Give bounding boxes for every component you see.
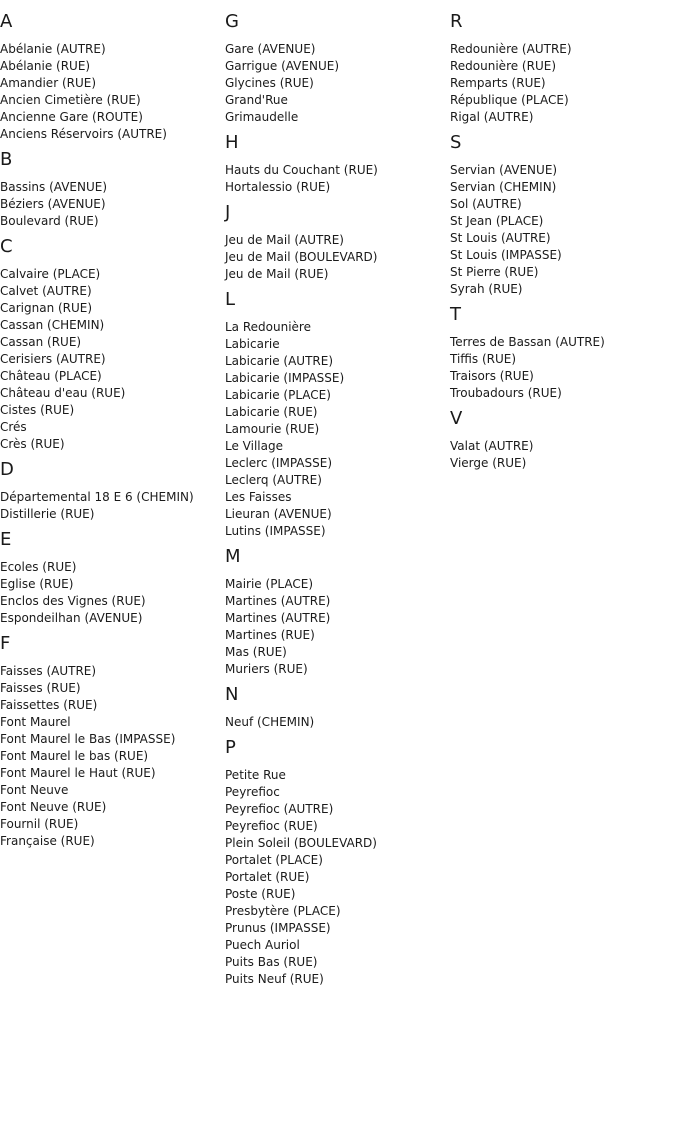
street-name: Traisors (RUE) (450, 369, 534, 383)
section-letter-heading: B (0, 149, 13, 170)
street-list (450, 334, 675, 402)
street-name: Leclerq (AUTRE) (225, 473, 322, 487)
street-name: Font Neuve (0, 783, 69, 797)
street-name: Peyrefioc (225, 785, 280, 799)
street-name: Jeu de Mail (RUE) (225, 267, 329, 281)
street-name: Poste (RUE) (225, 887, 296, 901)
street-name: St Pierre (RUE) (450, 265, 539, 279)
street-name: Eglise (RUE) (0, 577, 74, 591)
street-list (450, 438, 675, 472)
street-list (225, 41, 450, 126)
street-name: Martines (AUTRE) (225, 611, 331, 625)
street-name: Crès (RUE) (0, 437, 65, 451)
letter-section (225, 202, 450, 283)
street-name: Martines (RUE) (225, 628, 315, 642)
street-name: Remparts (RUE) (450, 76, 546, 90)
street-name: Font Maurel le Haut (RUE) (0, 766, 156, 780)
street-name: Faisses (RUE) (0, 681, 81, 695)
letter-section (450, 304, 675, 402)
section-letter-heading: H (225, 132, 239, 153)
street-name: Labicarie (IMPASSE) (225, 371, 345, 385)
street-name: Troubadours (RUE) (450, 386, 562, 400)
street-name: Glycines (RUE) (225, 76, 314, 90)
street-name: Faissettes (RUE) (0, 698, 98, 712)
street-name: Béziers (AVENUE) (0, 197, 106, 211)
street-name: Espondeilhan (AVENUE) (0, 611, 143, 625)
street-index-column-1 (0, 11, 225, 856)
street-name: Gare (AVENUE) (225, 42, 316, 56)
street-name: Servian (CHEMIN) (450, 180, 557, 194)
street-name: Hortalessio (RUE) (225, 180, 331, 194)
street-name: Cerisiers (AUTRE) (0, 352, 106, 366)
street-name: Prunus (IMPASSE) (225, 921, 331, 935)
street-name: Fournil (RUE) (0, 817, 79, 831)
street-name: Portalet (RUE) (225, 870, 310, 884)
letter-section (0, 633, 225, 850)
letter-section (225, 132, 450, 196)
street-list (225, 714, 450, 731)
street-index-column-2 (225, 11, 450, 994)
letter-section (450, 408, 675, 472)
street-name: Font Maurel le Bas (IMPASSE) (0, 732, 176, 746)
street-name: Valat (AUTRE) (450, 439, 534, 453)
street-name: Redounière (AUTRE) (450, 42, 572, 56)
street-name: Puits Bas (RUE) (225, 955, 318, 969)
street-list (225, 162, 450, 196)
street-name: Cassan (CHEMIN) (0, 318, 105, 332)
section-letter-heading: S (450, 132, 462, 153)
street-name: Ancienne Gare (ROUTE) (0, 110, 143, 124)
street-name: Font Neuve (RUE) (0, 800, 107, 814)
section-letter-heading: M (225, 546, 241, 567)
letter-section (0, 149, 225, 230)
letter-section (0, 459, 225, 523)
letter-section (0, 529, 225, 627)
street-name: Martines (AUTRE) (225, 594, 331, 608)
letter-section (225, 546, 450, 678)
street-name: Neuf (CHEMIN) (225, 715, 315, 729)
street-name: Tiffis (RUE) (450, 352, 517, 366)
street-name: Cassan (RUE) (0, 335, 82, 349)
section-letter-heading: J (225, 202, 231, 223)
street-name: Lutins (IMPASSE) (225, 524, 326, 538)
street-name: Enclos des Vignes (RUE) (0, 594, 146, 608)
street-name: Amandier (RUE) (0, 76, 97, 90)
street-name: Portalet (PLACE) (225, 853, 323, 867)
street-name: Carignan (RUE) (0, 301, 93, 315)
section-letter-heading: N (225, 684, 239, 705)
letter-section (225, 11, 450, 126)
street-list (0, 266, 225, 453)
street-name: Redounière (RUE) (450, 59, 557, 73)
street-name: Servian (AVENUE) (450, 163, 558, 177)
street-index-column-3 (450, 11, 675, 478)
street-name: Lieuran (AVENUE) (225, 507, 332, 521)
street-name: Peyrefioc (RUE) (225, 819, 318, 833)
section-letter-heading: F (0, 633, 11, 654)
street-name: Presbytère (PLACE) (225, 904, 341, 918)
street-name: St Louis (AUTRE) (450, 231, 551, 245)
street-name: Vierge (RUE) (450, 456, 527, 470)
street-name: Château (PLACE) (0, 369, 102, 383)
street-name: Française (RUE) (0, 834, 95, 848)
street-name: Départemental 18 E 6 (CHEMIN) (0, 490, 194, 504)
street-list (225, 319, 450, 540)
section-letter-heading: P (225, 737, 236, 758)
street-name: Ecoles (RUE) (0, 560, 77, 574)
street-name: Cistes (RUE) (0, 403, 75, 417)
letter-section (450, 11, 675, 126)
street-list (0, 559, 225, 627)
street-name: Jeu de Mail (BOULEVARD) (225, 250, 378, 264)
street-list (225, 576, 450, 678)
section-letter-heading: L (225, 289, 236, 310)
street-name: Garrigue (AVENUE) (225, 59, 339, 73)
street-name: Bassins (AVENUE) (0, 180, 108, 194)
street-list (0, 41, 225, 143)
section-letter-heading: D (0, 459, 14, 480)
street-name: Font Maurel le bas (RUE) (0, 749, 149, 763)
street-name: Rigal (AUTRE) (450, 110, 534, 124)
street-name: Syrah (RUE) (450, 282, 523, 296)
street-name: Puech Auriol (225, 938, 300, 952)
street-name: Abélanie (RUE) (0, 59, 91, 73)
section-letter-heading: R (450, 11, 463, 32)
street-name: Ancien Cimetière (RUE) (0, 93, 141, 107)
street-name: Muriers (RUE) (225, 662, 308, 676)
street-list (0, 179, 225, 230)
street-name: Labicarie (225, 337, 280, 351)
street-name: Distillerie (RUE) (0, 507, 95, 521)
street-name: Abélanie (AUTRE) (0, 42, 106, 56)
section-letter-heading: A (0, 11, 13, 32)
street-list (0, 663, 225, 850)
street-name: Les Faisses (225, 490, 292, 504)
street-name: Mas (RUE) (225, 645, 287, 659)
street-name: Boulevard (RUE) (0, 214, 99, 228)
section-letter-heading: C (0, 236, 13, 257)
street-list (225, 767, 450, 988)
section-letter-heading: E (0, 529, 12, 550)
street-name: Lamourie (RUE) (225, 422, 320, 436)
street-name: Faisses (AUTRE) (0, 664, 97, 678)
section-letter-heading: T (450, 304, 461, 325)
street-name: Labicarie (PLACE) (225, 388, 331, 402)
street-name: Labicarie (AUTRE) (225, 354, 334, 368)
street-name: Font Maurel (0, 715, 71, 729)
street-name: Leclerc (IMPASSE) (225, 456, 333, 470)
street-name: Calvet (AUTRE) (0, 284, 92, 298)
street-list (450, 162, 675, 298)
section-letter-heading: G (225, 11, 239, 32)
street-name: La Redounière (225, 320, 311, 334)
street-list (450, 41, 675, 126)
street-name: Peyrefioc (AUTRE) (225, 802, 334, 816)
letter-section (225, 737, 450, 988)
street-name: Jeu de Mail (AUTRE) (225, 233, 344, 247)
street-name: Grimaudelle (225, 110, 299, 124)
street-name: République (PLACE) (450, 93, 569, 107)
street-list (0, 489, 225, 523)
letter-section (225, 684, 450, 731)
letter-section (225, 289, 450, 540)
street-name: Grand'Rue (225, 93, 288, 107)
street-name: St Jean (PLACE) (450, 214, 544, 228)
street-name: Terres de Bassan (AUTRE) (450, 335, 605, 349)
street-name: Hauts du Couchant (RUE) (225, 163, 378, 177)
street-name: Calvaire (PLACE) (0, 267, 101, 281)
street-name: Anciens Réservoirs (AUTRE) (0, 127, 167, 141)
street-name: Petite Rue (225, 768, 286, 782)
street-name: Crés (0, 420, 27, 434)
street-name: Château d'eau (RUE) (0, 386, 126, 400)
section-letter-heading: V (450, 408, 463, 429)
street-name: Puits Neuf (RUE) (225, 972, 324, 986)
letter-section (0, 236, 225, 453)
street-name: Labicarie (RUE) (225, 405, 318, 419)
street-name: Plein Soleil (BOULEVARD) (225, 836, 377, 850)
letter-section (0, 11, 225, 143)
street-name: Le Village (225, 439, 283, 453)
street-name: Mairie (PLACE) (225, 577, 314, 591)
street-list (225, 232, 450, 283)
street-name: Sol (AUTRE) (450, 197, 522, 211)
street-name: St Louis (IMPASSE) (450, 248, 562, 262)
letter-section (450, 132, 675, 298)
